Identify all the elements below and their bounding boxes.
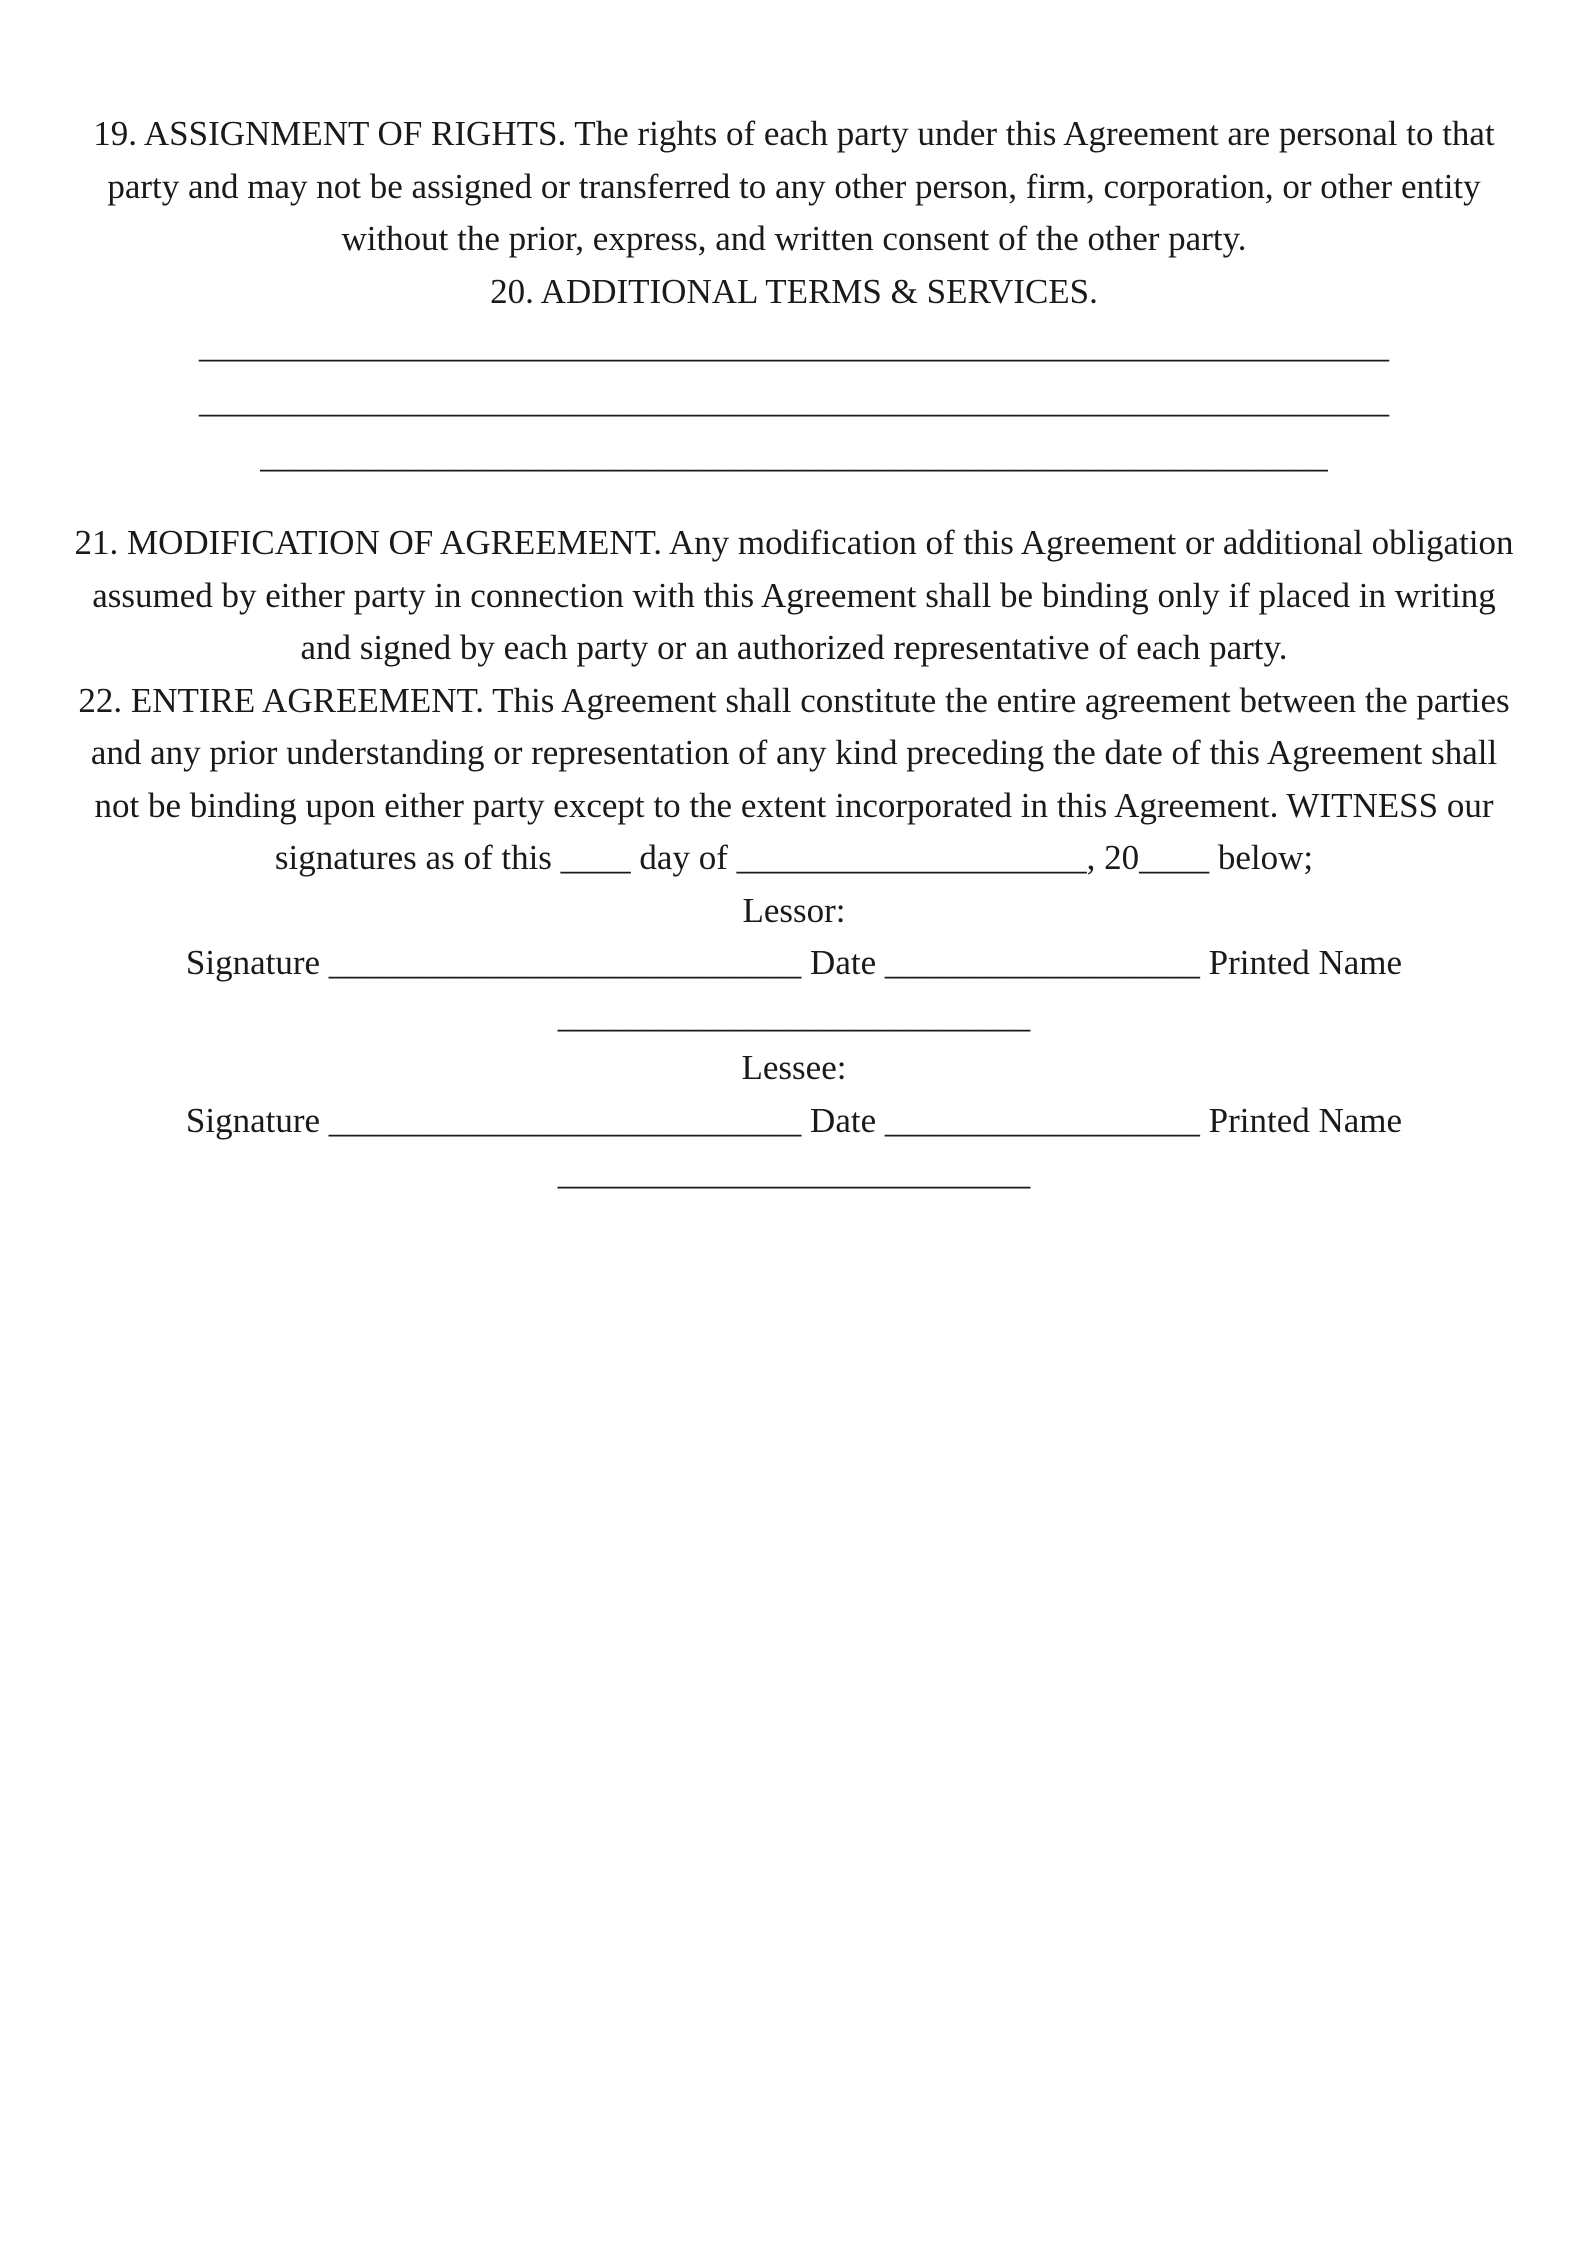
lessee-signature-row: Signature ___________________________ Date __________________ Printed Name — [185, 1100, 1403, 1140]
clause-21-modification: 21. MODIFICATION OF AGREEMENT. Any modification of this Agreement or additional obligation assumed by either party in connection with this Agreement shall be binding only if placed in writing and signed by each party or an authorized representative of each party. — [74, 523, 1514, 667]
clause-20-heading: 20. ADDITIONAL TERMS & SERVICES. — [490, 271, 1098, 311]
section-spacer — [70, 483, 1518, 517]
additional-terms-blank-line-3: _____________________________________________________________ — [260, 436, 1328, 475]
document-body — [70, 108, 1518, 1200]
clause-22-entire-agreement: 22. ENTIRE AGREEMENT. This Agreement shall constitute the entire agreement between the parties and any prior understanding or representation of any kind preceding the date of this Agreement shall not be binding upon either party except to the extent incorporated in this Agreement. WITNESS our signatures as of this ____ day of ____________________, 20____ below; — [78, 680, 1510, 877]
lessee-label: Lessee: — [741, 1048, 847, 1087]
lessor-label: Lessor: — [742, 890, 846, 930]
lessor-printed-name-line: ___________________________ — [557, 995, 1031, 1035]
lessee-printed-name-line: ___________________________ — [557, 1153, 1031, 1192]
clause-19-assignment-of-rights: 19. ASSIGNMENT OF RIGHTS. The rights of each party under this Agreement are personal to that party and may not be assigned or transferred to any other person, firm, corporation, or other entity without the prior, express, and written consent of the other party. — [93, 114, 1495, 258]
additional-terms-blank-line-2: ____________________________________________________________________ — [199, 381, 1389, 420]
lessor-signature-row: Signature ___________________________ Date __________________ Printed Name — [185, 943, 1403, 982]
additional-terms-blank-line-1: ____________________________________________________________________ — [199, 326, 1389, 365]
